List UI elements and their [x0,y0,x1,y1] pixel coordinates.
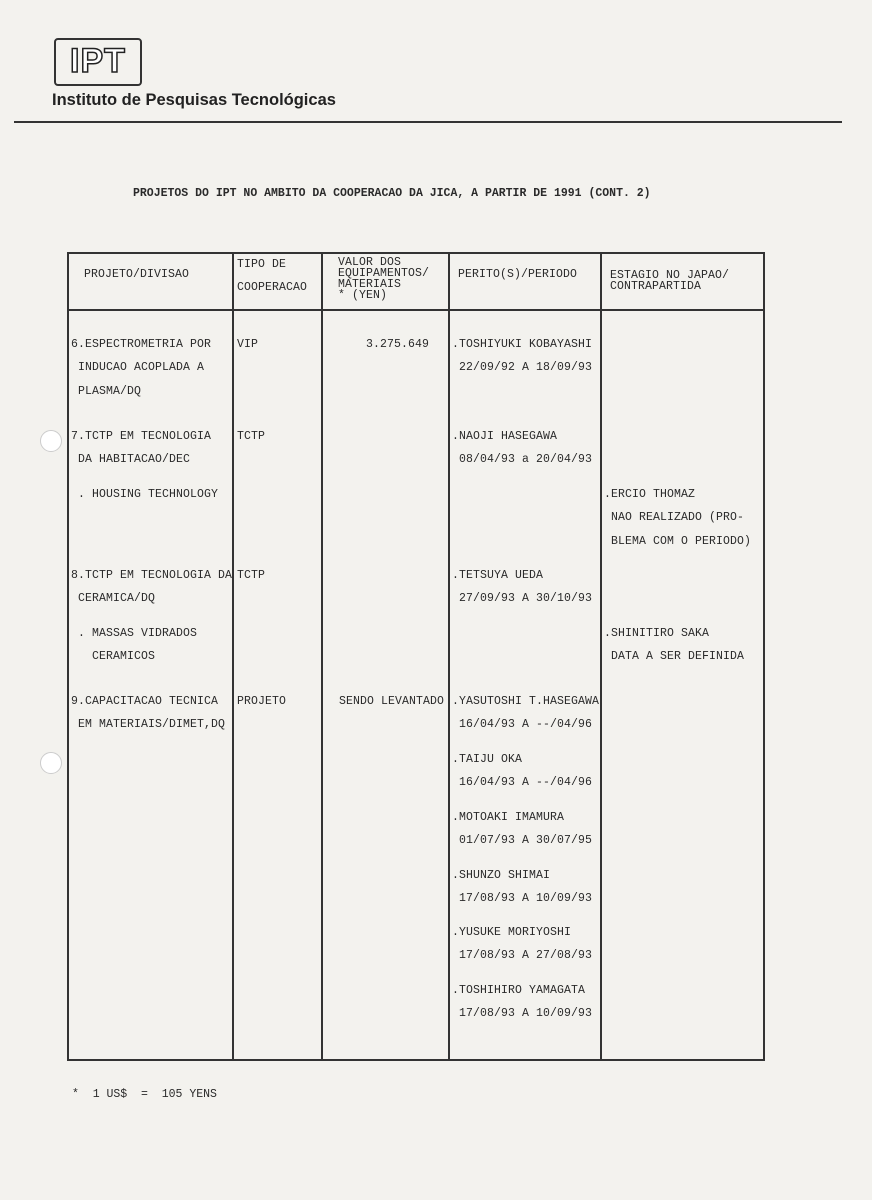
cooperation-type: PROJETO [237,695,287,708]
trainee-status: BLEMA COM O PERIODO) [604,535,752,548]
expert-name: .TOSHIHIRO YAMAGATA [452,984,586,997]
expert-name: .SHUNZO SHIMAI [452,869,551,882]
ipt-logo: IPT [54,38,142,86]
col-divider [448,252,450,1061]
header-valor: MATERIAIS [338,278,402,291]
equipment-value: SENDO LEVANTADO [339,695,445,708]
table-border-bottom [67,1059,764,1061]
project-name: 9.CAPACITACAO TECNICA [71,695,219,708]
expert-period: 16/04/93 A --/04/96 [452,718,593,731]
subproject-name: CERAMICOS [71,650,156,663]
project-name: CERAMICA/DQ [71,592,156,605]
project-name: 7.TCTP EM TECNOLOGIA [71,430,212,443]
expert-name: .YUSUKE MORIYOSHI [452,926,572,939]
header-divider [67,309,764,311]
document-title: PROJETOS DO IPT NO AMBITO DA COOPERACAO DA JICA, A PARTIR DE 1991 (CONT. 2) [133,187,651,200]
project-name: 6.ESPECTROMETRIA POR [71,338,212,351]
expert-name: .NAOJI HASEGAWA [452,430,558,443]
punch-hole [40,430,62,452]
col-divider [321,252,323,1061]
expert-period: 01/07/93 A 30/07/95 [452,834,593,847]
project-name: INDUCAO ACOPLADA A [71,361,205,374]
expert-period: 17/08/93 A 10/09/93 [452,1007,593,1020]
trainee: .ERCIO THOMAZ [604,488,696,501]
col-divider [600,252,602,1061]
trainee-status: DATA A SER DEFINIDA [604,650,745,663]
expert-name: .TETSUYA UEDA [452,569,544,582]
project-name: DA HABITACAO/DEC [71,453,191,466]
cooperation-type: VIP [237,338,259,351]
project-name: EM MATERIAIS/DIMET,DQ [71,718,226,731]
expert-name: .TOSHIYUKI KOBAYASHI [452,338,593,351]
header-perito: PERITO(S)/PERIODO [458,268,578,281]
trainee: .SHINITIRO SAKA [604,627,710,640]
expert-period: 27/09/93 A 30/10/93 [452,592,593,605]
expert-name: .MOTOAKI IMAMURA [452,811,565,824]
col-divider [763,252,765,1061]
table-border-top [67,252,764,254]
header-rule [14,121,842,123]
expert-name: .YASUTOSHI T.HASEGAWA [452,695,600,708]
header-valor: VALOR DOS [338,256,402,269]
institution-name: Instituto de Pesquisas Tecnológicas [52,91,336,109]
expert-name: .TAIJU OKA [452,753,523,766]
project-name: 8.TCTP EM TECNOLOGIA DA [71,569,233,582]
trainee-status: NAO REALIZADO (PRO- [604,511,745,524]
subproject-name: . MASSAS VIDRADOS [71,627,198,640]
punch-hole [40,752,62,774]
cooperation-type: TCTP [237,569,266,582]
project-name: PLASMA/DQ [71,385,142,398]
col-divider [67,252,69,1061]
footnote: * 1 US$ = 105 YENS [72,1088,217,1101]
header-valor: EQUIPAMENTOS/ [338,267,430,280]
header-tipo: TIPO DE [237,258,287,271]
col-divider [232,252,234,1061]
header-estagio: ESTAGIO NO JAPAO/ [610,269,730,282]
expert-period: 16/04/93 A --/04/96 [452,776,593,789]
header-estagio: CONTRAPARTIDA [610,280,702,293]
expert-period: 17/08/93 A 27/08/93 [452,949,593,962]
equipment-value: 3.275.649 [366,338,430,351]
header-tipo: COOPERACAO [237,281,308,294]
expert-period: 08/04/93 a 20/04/93 [452,453,593,466]
header-valor: * (YEN) [338,289,388,302]
subproject-name: . HOUSING TECHNOLOGY [71,488,219,501]
expert-period: 17/08/93 A 10/09/93 [452,892,593,905]
header-projeto: PROJETO/DIVISAO [84,268,190,281]
cooperation-type: TCTP [237,430,266,443]
expert-period: 22/09/92 A 18/09/93 [452,361,593,374]
